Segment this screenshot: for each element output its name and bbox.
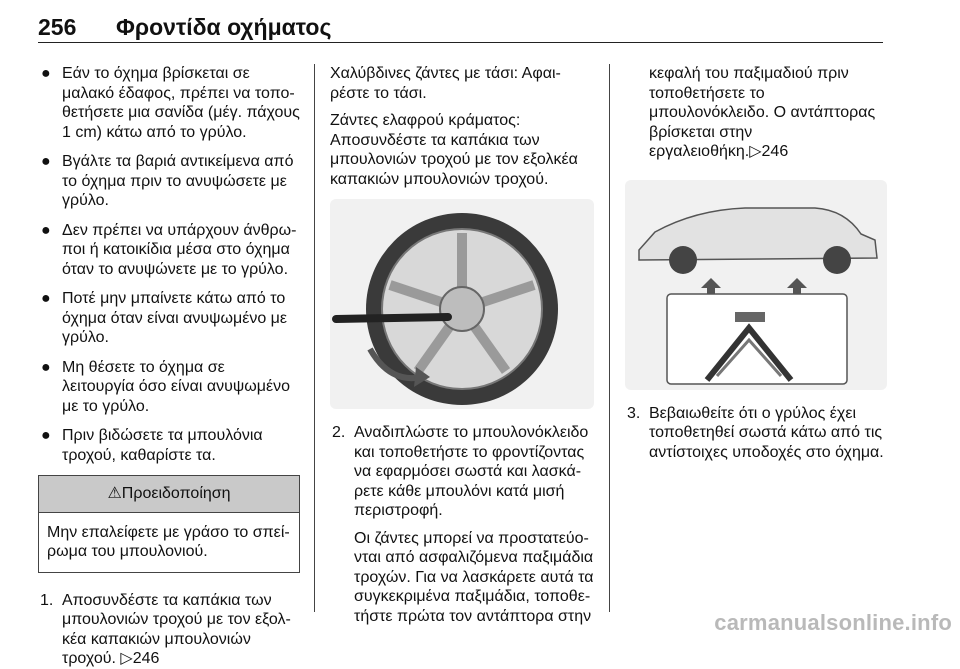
column-divider	[314, 64, 315, 612]
bullet-icon: ●	[41, 427, 51, 444]
column-divider	[609, 64, 610, 612]
column-1	[38, 64, 300, 669]
paragraph-text: κεφαλή του παξιμαδιού πριν τοποθετήσετε το μπουλονόκλειδο. Ο αντάπτορας βρίσκεται στην εργαλειοθήκη.	[649, 65, 876, 160]
bullet-icon: ●	[41, 221, 51, 239]
list-item	[38, 358, 300, 417]
page-number: 256	[38, 14, 77, 40]
reference-arrow-icon: ▷	[120, 650, 133, 667]
bullet-text: Μη θέσετε το όχημα σε λειτουργία όσο είναι ανυψωμένο με το γρύλο.	[62, 358, 290, 415]
warning-text: Μην επαλείφετε με γράσο το σπείρωμα του μπουλονιού.	[47, 523, 290, 560]
page-reference[interactable]	[749, 143, 788, 160]
step-note: Οι ζάντες μπορεί να προστατεύονται από ασφαλιζόμενα παξιμάδια τροχών. Για να λασκάρετε αυτά τα συγκεκριμένα παξιμάδια, τοποθετήστε πρώτα τον αντάπτορα στην	[354, 529, 594, 625]
step-text: Βεβαιωθείτε ότι ο γρύλος έχει τοποθετηθεί σωστά κάτω από τις αντίστοιχες υποδοχές στο όχημα.	[649, 404, 884, 461]
bullet-text: Βγάλτε τα βαριά αντικείμενα από το όχημα πριν το ανυψώσετε με γρύλο.	[62, 153, 294, 209]
page-title: Φροντίδα οχήματος	[116, 14, 332, 40]
page-reference-number: 246	[132, 650, 160, 667]
car-jack-illustration	[625, 180, 887, 390]
bullet-text: Εάν το όχημα βρίσκεται σε μαλακό έδαφος, πρέπει να τοποθετήσετε μια σανίδα (μέγ. πάχους 1 cm) κάτω από το γρύλο.	[62, 65, 300, 141]
step-text: Αποσυνδέστε τα καπάκια των μπουλονιών τροχού με τον εξολκέα καπακιών μπουλονιών τροχού.	[62, 591, 291, 667]
list-item	[38, 64, 300, 142]
page-reference[interactable]	[120, 650, 159, 667]
bullet-icon: ●	[41, 358, 51, 376]
warning-box	[38, 475, 300, 573]
bullet-icon: ●	[41, 290, 51, 307]
page-header	[38, 10, 883, 43]
wheel-wrench-illustration	[330, 199, 594, 409]
step-3	[625, 404, 887, 463]
column-2	[330, 64, 595, 634]
warning-triangle-icon: ⚠	[107, 485, 122, 502]
list-item	[38, 221, 300, 280]
bullet-text: Ποτέ μην μπαίνετε κάτω από το όχημα όταν είναι ανυψωμένο με γρύλο.	[62, 290, 288, 346]
watermark: carmanualsonline.info	[714, 610, 952, 635]
step-number: 2.	[332, 424, 346, 441]
step-text: Αναδιπλώστε το μπουλονόκλειδο και τοποθετήστε το φροντίζοντας να εφαρμόσει σωστά και λασκάρετε κάθε μπουλόνι κατά μισή περιστροφή.	[354, 424, 589, 519]
page-reference-number: 246	[761, 143, 789, 160]
safety-bullet-list	[38, 64, 300, 465]
paragraph: Ζάντες ελαφρού κράματος: Αποσυνδέστε τα καπάκια των μπουλονιών τροχού με τον εξολκέα καπακιών μπουλονιών τροχού.	[330, 112, 578, 188]
step-1	[38, 591, 300, 669]
column-3	[625, 64, 887, 462]
warning-title: Προειδοποίηση	[121, 485, 231, 502]
step-number: 1.	[40, 591, 54, 609]
bullet-icon: ●	[41, 153, 51, 170]
list-item	[38, 152, 300, 211]
list-item	[38, 289, 300, 348]
bullet-text: Δεν πρέπει να υπάρχουν άνθρωποι ή κατοικίδια μέσα στο όχημα όταν το ανυψώνετε με το γρύλο.	[62, 221, 297, 278]
list-item	[38, 426, 300, 465]
step-number: 3.	[627, 404, 641, 422]
paragraph: Χαλύβδινες ζάντες με τάσι: Αφαιρέστε το τάσι.	[330, 65, 561, 102]
bullet-text: Πριν βιδώσετε τα μπουλόνια τροχού, καθαρίστε τα.	[62, 427, 263, 464]
warning-header	[39, 476, 299, 513]
bullet-icon: ●	[41, 65, 51, 82]
step-2	[330, 423, 595, 626]
reference-arrow-icon: ▷	[749, 143, 762, 160]
paragraph	[625, 64, 887, 162]
